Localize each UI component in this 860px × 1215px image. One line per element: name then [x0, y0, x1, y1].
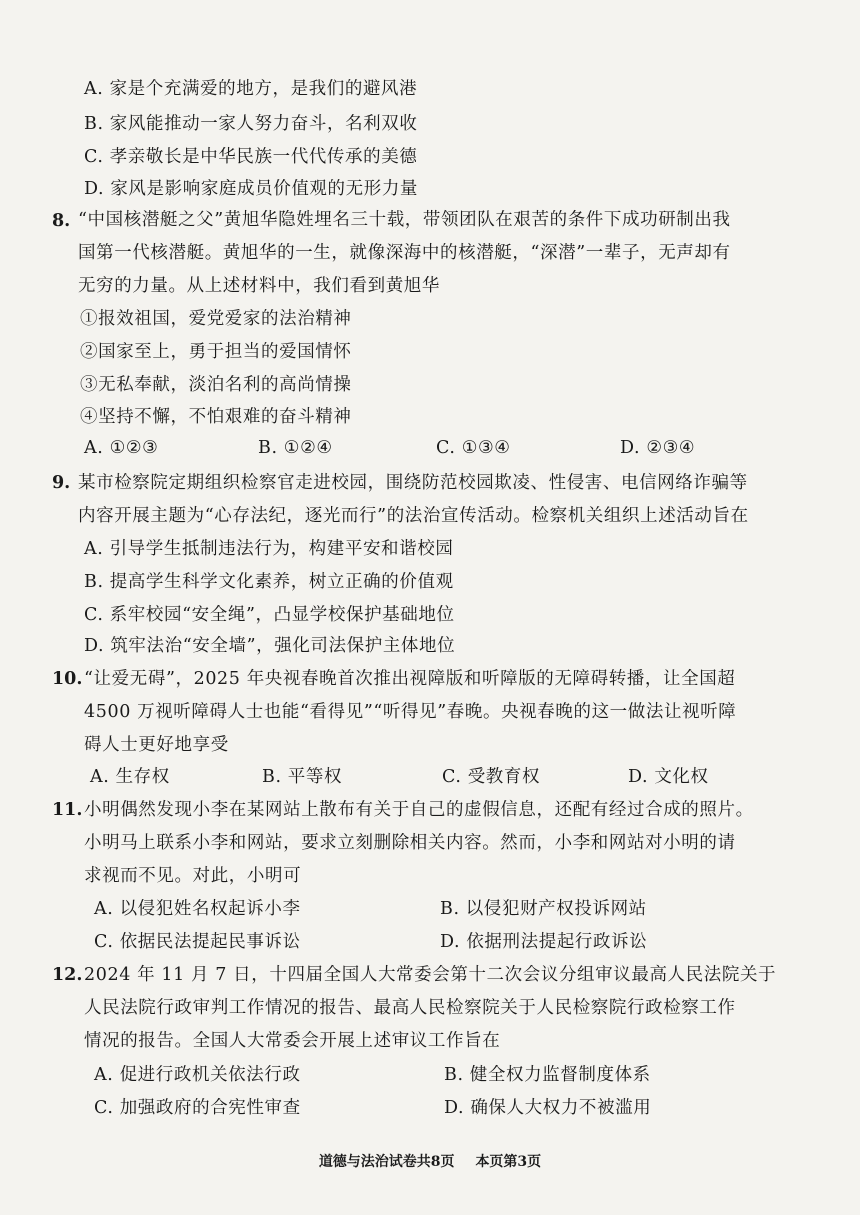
- q7-option-a: A. 家是个充满爱的地方，是我们的避风港: [84, 79, 418, 99]
- q11-option-a: A. 以侵犯姓名权起诉小李: [94, 899, 301, 919]
- q9-option-d: D. 筑牢法治“安全墙”，强化司法保护主体地位: [84, 636, 456, 656]
- q8-number: 8.: [52, 211, 71, 231]
- q8-item-1: ①报效祖国，爱党爱家的法治精神: [80, 309, 352, 329]
- q9-option-b: B. 提高学生科学文化素养，树立正确的价值观: [84, 572, 454, 592]
- q10-stem-line: “让爱无碍”，2025 年央视春晚首次推出视障版和听障版的无障碍转播，让全国超: [84, 669, 736, 689]
- q11-option-b: B. 以侵犯财产权投诉网站: [440, 899, 647, 919]
- q7-option-d: D. 家风是影响家庭成员价值观的无形力量: [84, 179, 419, 199]
- q8-option-b: B. ①②④: [258, 438, 333, 458]
- q8-item-2: ②国家至上，勇于担当的爱国情怀: [80, 342, 352, 362]
- q12-option-d: D. 确保人大权力不被滥用: [444, 1098, 652, 1118]
- q12-option-a: A. 促进行政机关依法行政: [94, 1065, 301, 1085]
- q7-option-c: C. 孝亲敬长是中华民族一代代传承的美德: [84, 147, 418, 167]
- q8-item-4: ④坚持不懈，不怕艰难的奋斗精神: [80, 407, 352, 427]
- q12-stem-line: 人民法院行政审判工作情况的报告、最高人民检察院关于人民检察院行政检察工作: [84, 998, 736, 1018]
- q10-option-b: B. 平等权: [262, 767, 343, 787]
- footer-total-pages: 道德与法治试卷共8页: [318, 1154, 455, 1170]
- q11-stem-line: 求视而不见。对此，小明可: [84, 866, 302, 886]
- q10-stem-line: 碍人士更好地享受: [84, 735, 229, 755]
- q9-number: 9.: [52, 473, 71, 493]
- q12-option-b: B. 健全权力监督制度体系: [444, 1065, 651, 1085]
- page-footer: [0, 1152, 860, 1172]
- q10-option-d: D. 文化权: [628, 767, 709, 787]
- q9-stem-line: 内容开展主题为“心存法纪，逐光而行”的法治宣传活动。检察机关组织上述活动旨在: [78, 506, 749, 526]
- q8-option-a: A. ①②③: [84, 438, 159, 458]
- q12-stem-line: 2024 年 11 月 7 日，十四届全国人大常委会第十二次会议分组审议最高人民法院关于: [84, 965, 777, 985]
- q10-stem-line: 4500 万视听障碍人士也能“看得见”“听得见”春晚。央视春晚的这一做法让视听障: [84, 702, 737, 722]
- q12-number: 12.: [52, 965, 83, 985]
- q8-stem-line: 国第一代核潜艇。黄旭华的一生，就像深海中的核潜艇，“深潜”一辈子，无声却有: [78, 243, 731, 263]
- q8-stem-line: “中国核潜艇之父”黄旭华隐姓埋名三十载，带领团队在艰苦的条件下成功研制出我: [78, 210, 731, 230]
- q11-option-c: C. 依据民法提起民事诉讼: [94, 932, 301, 952]
- q8-stem-line: 无穷的力量。从上述材料中，我们看到黄旭华: [78, 276, 440, 296]
- q11-number: 11.: [52, 800, 83, 820]
- q9-option-c: C. 系牢校园“安全绳”，凸显学校保护基础地位: [84, 605, 455, 625]
- q11-stem-line: 小明马上联系小李和网站，要求立刻删除相关内容。然而，小李和网站对小明的请: [84, 833, 736, 853]
- q10-number: 10.: [52, 669, 83, 689]
- q12-option-c: C. 加强政府的合宪性审查: [94, 1098, 301, 1118]
- q8-option-c: C. ①③④: [436, 438, 511, 458]
- q10-option-a: A. 生存权: [90, 767, 170, 787]
- q10-option-c: C. 受教育权: [442, 767, 541, 787]
- q8-option-d: D. ②③④: [620, 438, 696, 458]
- q9-option-a: A. 引导学生抵制违法行为，构建平安和谐校园: [84, 539, 454, 559]
- q11-stem-line: 小明偶然发现小李在某网站上散布有关于自己的虚假信息，还配有经过合成的照片。: [84, 800, 754, 820]
- q11-option-d: D. 依据刑法提起行政诉讼: [440, 932, 648, 952]
- q12-stem-line: 情况的报告。全国人大常委会开展上述审议工作旨在: [84, 1031, 501, 1051]
- q7-option-b: B. 家风能推动一家人努力奋斗，名利双收: [84, 114, 418, 134]
- q8-item-3: ③无私奉献，淡泊名利的高尚情操: [80, 375, 352, 395]
- q9-stem-line: 某市检察院定期组织检察官走进校园，围绕防范校园欺凌、性侵害、电信网络诈骗等: [78, 473, 748, 493]
- footer-current-page: 本页第3页: [475, 1154, 542, 1170]
